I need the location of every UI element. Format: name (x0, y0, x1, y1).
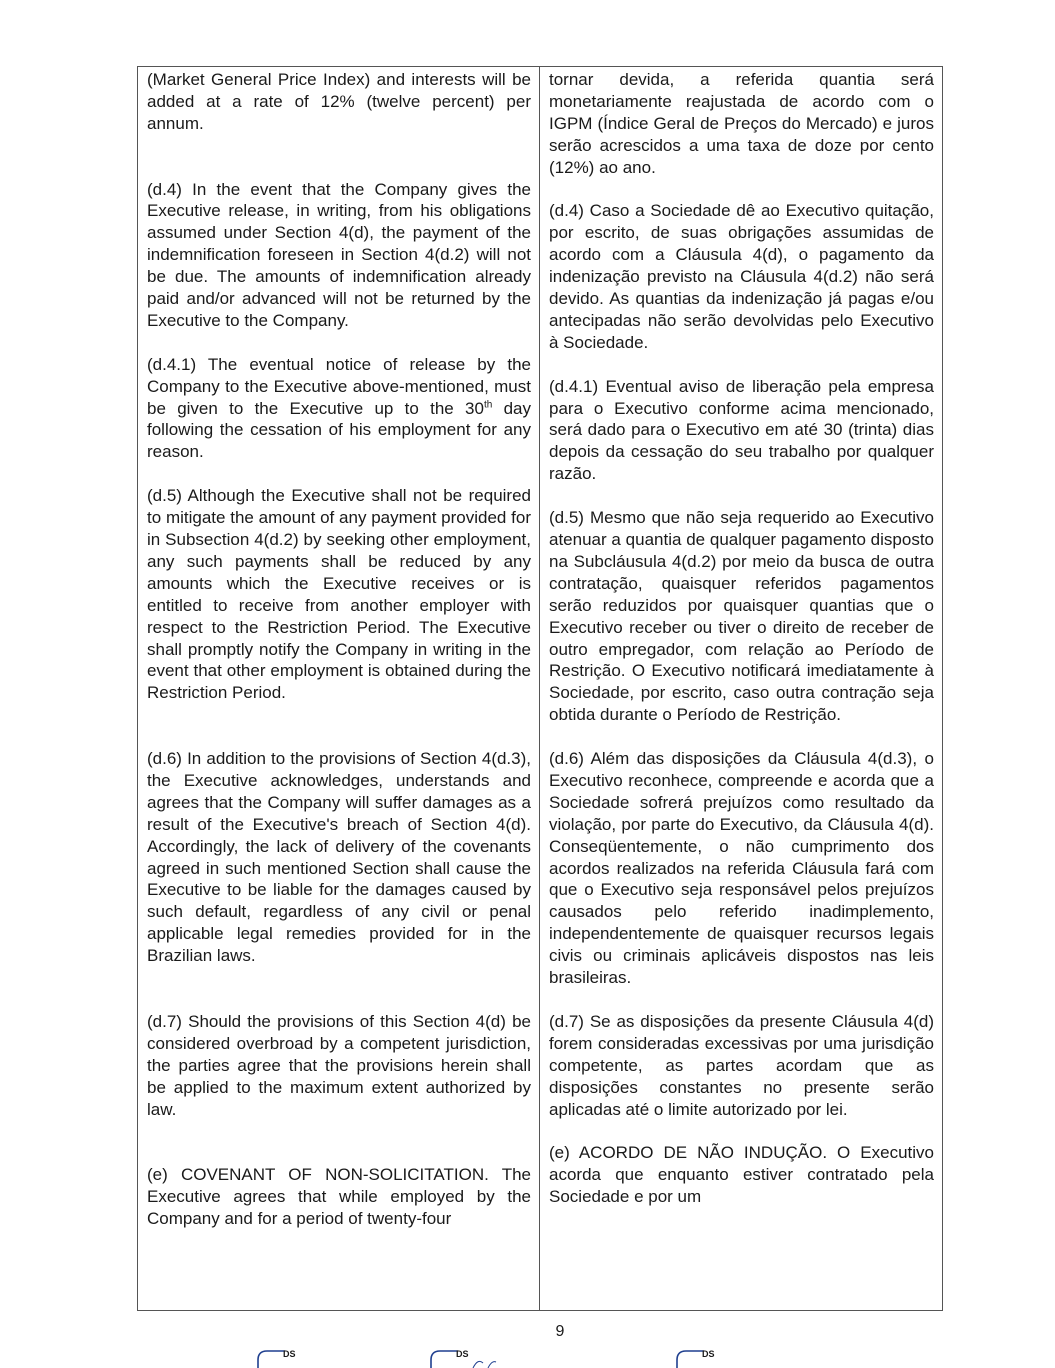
right-para-d7: (d.7) Se as disposições da presente Cláusula 4(d) forem consideradas excessivas por uma jurisdição competente, as partes acordam que as disposições constantes no presente serão aplicadas até o limite autorizado por lei. (549, 1011, 934, 1119)
right-para-d5: (d.5) Mesmo que não seja requerido ao Executivo atenuar a quantia de qualquer pagamento disposto na Subcláusula 4(d.2) por meio da busca de outra contratação, quaisquer referidos pagamentos serão reduzidos por quaisquer quantias que o Executivo receber ou tiver o direito de receber de outro empregador, com relação ao Período de Restrição. O Executivo notificará imediatamente à Sociedade, por escrito, caso outra contração seja obtida durante o Período de Restrição. (549, 508, 934, 725)
right-para-index-interest: tornar devida, a referida quantia será monetariamente reajustada de acordo com o IGPM (Índice Geral de Preços do Mercado) e juros serão acrescidos a uma taxa de doze por cento (12%) ao ano. (549, 70, 934, 177)
ds-label: DS (702, 1349, 715, 1359)
bilingual-contract-table (137, 66, 943, 1311)
page-number: 9 (555, 1323, 565, 1340)
ordinal-suffix: th (483, 398, 493, 410)
left-para-d41-text: (d.4.1) The eventual notice of release by the Company to the Executive above-mentioned, must be given to the Executive up to the 30 (147, 354, 531, 418)
right-para-e-nao-inducao: (e) ACORDO DE NÃO INDUÇÃO. O Executivo acorda que enquanto estiver contratado pela Sociedade e por um (549, 1143, 934, 1207)
left-para-d41 (147, 354, 531, 464)
left-para-e-non-solicitation: (e) COVENANT OF NON-SOLICITATION. The Executive agrees that while employed by the Company and for a period of twenty-four (147, 1165, 531, 1229)
english-column (138, 67, 540, 1310)
right-para-d6: (d.6) Além das disposições da Cláusula 4(d.3), o Executivo reconhece, compreende e acorda que a Sociedade sofrerá prejuízos como resultado da violação, por parte do Executivo, da Cláusula 4(d). Conseqüentemente, o não cumprimento dos acordos realizados na referida Cláusula fará com que o Executivo seja responsável pelos prejuízos causados pelo referido inadimplemento, independentemente de quaisquer recursos legais civis ou criminais aplicáveis dispostos nas leis brasileiras. (549, 749, 934, 988)
docusign-initial-mark-1 (255, 1348, 315, 1368)
left-para-index-interest: (Market General Price Index) and interests will be added at a rate of 12% (twelve percent) per annum. (147, 70, 531, 133)
portuguese-column (540, 67, 942, 1310)
left-para-d7: (d.7) Should the provisions of this Section 4(d) be considered overbroad by a competent jurisdiction, the parties agree that the provisions herein shall be applied to the maximum extent authorized by law. (147, 1011, 531, 1119)
left-para-d5: (d.5) Although the Executive shall not be required to mitigate the amount of any payment provided for in Subsection 4(d.2) by seeking other employment, any such payments shall be reduced by any amounts which the Executive receives or is entitled to receive from another employer with respect to the Restriction Period. The Executive shall promptly notify the Company in writing in the event that other employment is obtained during the Restriction Period. (147, 486, 531, 703)
ds-label: DS (283, 1349, 296, 1359)
docusign-initial-mark-3 (674, 1348, 734, 1368)
docusign-initial-mark-2 (428, 1348, 488, 1368)
right-para-d41: (d.4.1) Eventual aviso de liberação pela empresa para o Executivo conforme acima mencionado, será dado para o Executivo em até 30 (trinta) dias depois da cessação do seu trabalho por qualquer razão. (549, 376, 934, 484)
left-para-d4: (d.4) In the event that the Company gives the Executive release, in writing, from his obligations assumed under Section 4(d), the payment of the indemnification foreseen in Section 4(d.2) will not be due. The amounts of indemnification already paid and/or advanced will not be returned by the Executive to the Company. (147, 179, 531, 330)
right-para-d4: (d.4) Caso a Sociedade dê ao Executivo quitação, por escrito, de suas obrigações assumidas de acordo com a Cláusula 4(d), o pagamento da indenização previsto na Cláusula 4(d.2) não será devido. As quantias da indenização já pagas e/ou antecipadas não serão devolvidas pelo Executivo à Sociedade. (549, 201, 934, 352)
left-para-d41-tail: day following the cessation of his employment for any reason. (147, 398, 531, 462)
ds-label: DS (456, 1349, 469, 1359)
left-para-d6: (d.6) In addition to the provisions of Section 4(d.3), the Executive acknowledges, understands and agrees that the Company will suffer damages as a result of the Executive's breach of Section 4(d). Accordingly, the lack of delivery of the covenants agreed in such mentioned Section shall cause the Executive to be liable for the damages caused by such default, regardless of any civil or penal applicable legal remedies provided for in the Brazilian laws. (147, 749, 531, 966)
